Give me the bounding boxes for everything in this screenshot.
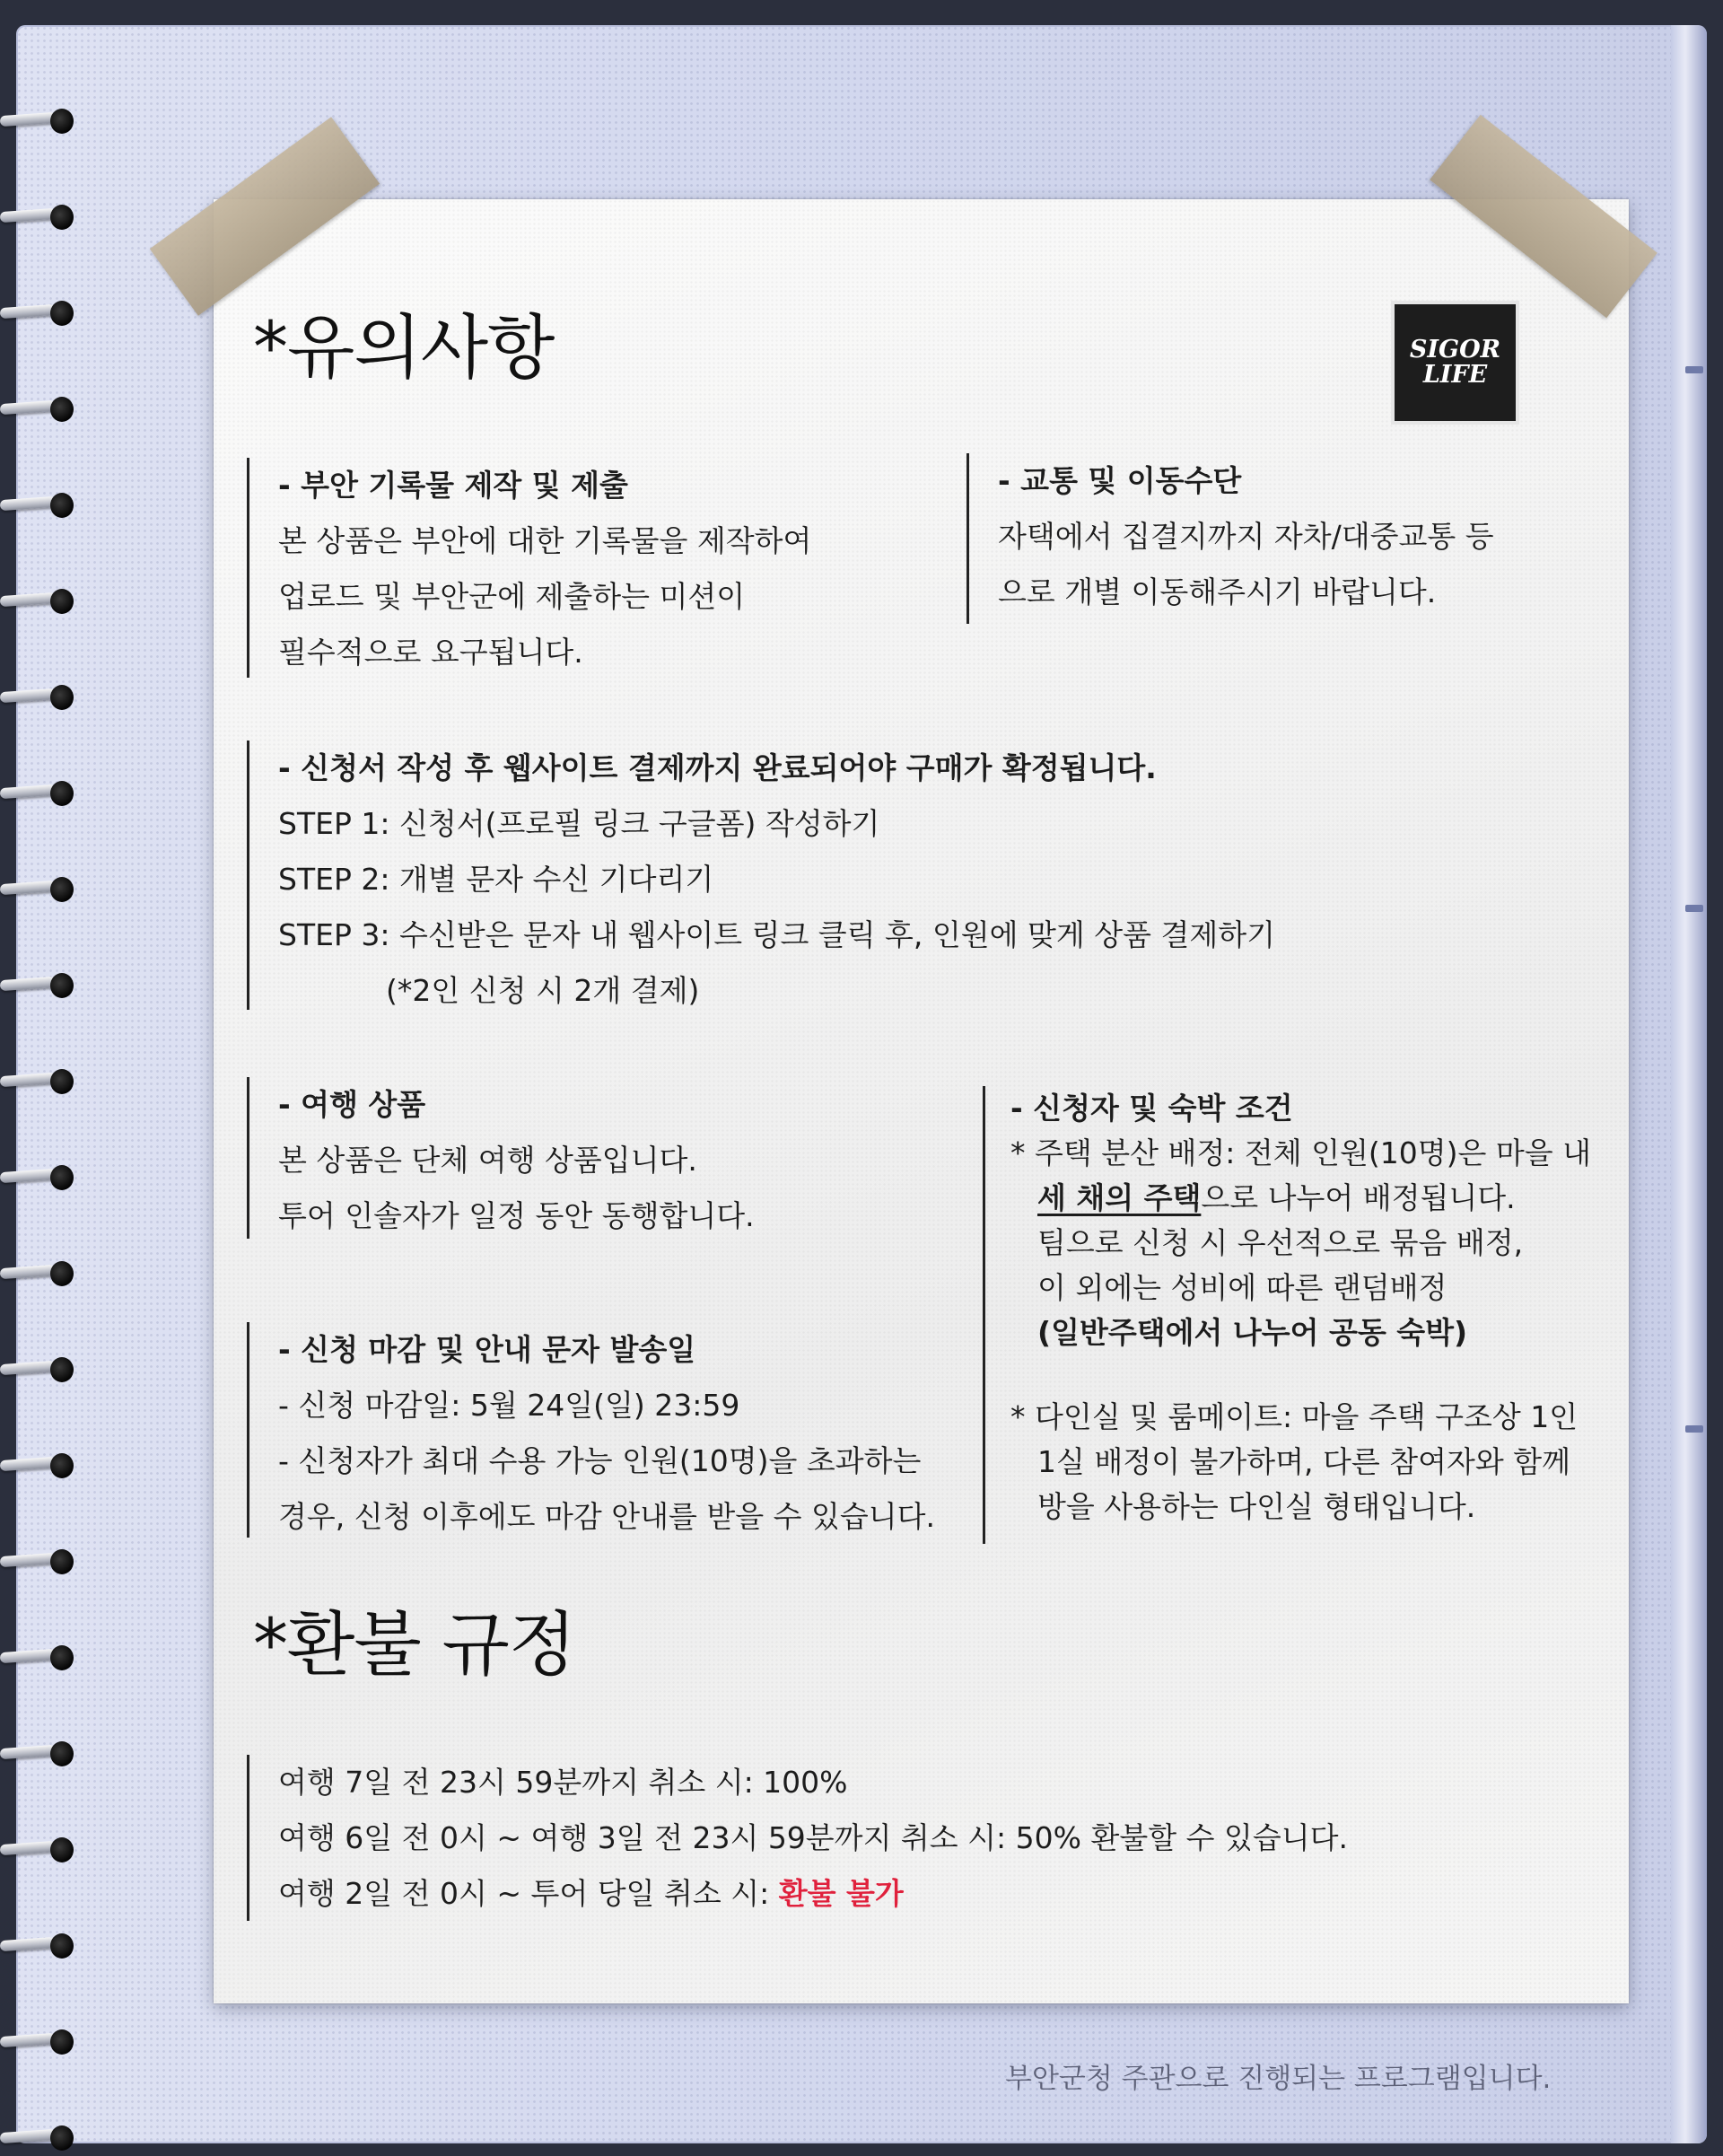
- ring-wire: [0, 1457, 56, 1471]
- ring-hole: [50, 1357, 74, 1382]
- ring-wire: [0, 400, 56, 415]
- notebook-page-edge: [1671, 25, 1707, 2143]
- deadline-line: 경우, 신청 이후에도 마감 안내를 받을 수 있습니다.: [278, 1499, 935, 1534]
- ring-wire: [0, 1649, 56, 1663]
- record-line: 업로드 및 부안군에 제출하는 미션이: [278, 579, 746, 614]
- ring-hole: [50, 1837, 74, 1862]
- ring-hole: [50, 1165, 74, 1190]
- ring-wire: [0, 688, 56, 703]
- spiral-ring: [0, 2120, 83, 2156]
- refund-line3-prefix: 여행 2일 전 0시 ~ 투어 당일 취소 시:: [278, 1876, 779, 1911]
- ring-wire: [0, 1169, 56, 1183]
- ring-hole: [50, 781, 74, 806]
- ring-hole: [50, 109, 74, 134]
- record-section: [247, 458, 811, 678]
- spiral-ring: [0, 679, 83, 715]
- ring-wire: [0, 1553, 56, 1567]
- ring-wire: [0, 592, 56, 607]
- ring-hole: [50, 1453, 74, 1478]
- deadline-line: - 신청자가 최대 수용 가능 인원(10명)을 초과하는: [278, 1443, 922, 1478]
- logo-line2: LIFE: [1422, 361, 1488, 389]
- spiral-ring: [0, 1736, 83, 1772]
- spiral-ring: [0, 872, 83, 907]
- ring-hole: [50, 1645, 74, 1670]
- refund-line: 여행 7일 전 23시 59분까지 취소 시: 100%: [278, 1765, 848, 1800]
- spiral-ring: [0, 1544, 83, 1580]
- product-line: 본 상품은 단체 여행 상품입니다.: [278, 1143, 697, 1178]
- product-title: - 여행 상품: [278, 1087, 426, 1122]
- lodging-title: - 신청자 및 숙박 조건: [1010, 1091, 1293, 1126]
- application-note: (*2인 신청 시 2개 결제): [386, 973, 700, 1008]
- ring-hole: [50, 877, 74, 902]
- page-tab-mark: [1685, 366, 1703, 373]
- ring-hole: [50, 973, 74, 998]
- application-section: [247, 741, 1275, 1010]
- spiral-ring: [0, 1928, 83, 1964]
- ring-hole: [50, 301, 74, 326]
- ring-wire: [0, 1841, 56, 1855]
- ring-hole: [50, 397, 74, 422]
- spiral-ring: [0, 968, 83, 1004]
- ring-wire: [0, 1745, 56, 1759]
- spiral-ring: [0, 487, 83, 523]
- spiral-ring: [0, 199, 83, 235]
- lodging-item2-line2: 1실 배정이 불가하며, 다른 참여자와 함께: [1037, 1444, 1570, 1479]
- spiral-ring: [0, 2024, 83, 2060]
- ring-wire: [0, 881, 56, 895]
- spiral-ring: [0, 1256, 83, 1292]
- ring-wire: [0, 2129, 56, 2143]
- application-step: STEP 3: 수신받은 문자 내 웹사이트 링크 클릭 후, 인원에 맞게 상품 결제하기: [278, 917, 1276, 952]
- ring-hole: [50, 493, 74, 518]
- lodging-item2-line3: 방을 사용하는 다인실 형태입니다.: [1037, 1489, 1476, 1524]
- lodging-item1-rest: 으로 나누어 배정됩니다.: [1201, 1180, 1516, 1215]
- ring-wire: [0, 784, 56, 799]
- sigor-life-logo: [1391, 301, 1519, 425]
- ring-hole: [50, 2125, 74, 2151]
- spiral-ring: [0, 295, 83, 331]
- ring-wire: [0, 496, 56, 511]
- page-tab-mark: [1685, 905, 1703, 912]
- ring-wire: [0, 1265, 56, 1279]
- ring-hole: [50, 1741, 74, 1766]
- record-line: 본 상품은 부안에 대한 기록물을 제작하여: [278, 523, 812, 558]
- ring-hole: [50, 205, 74, 230]
- record-line: 필수적으로 요구됩니다.: [278, 635, 583, 670]
- ring-hole: [50, 1933, 74, 1959]
- lodging-section: [983, 1086, 1591, 1544]
- lodging-item1-line4: 이 외에는 성비에 따른 랜덤배정: [1037, 1270, 1447, 1305]
- product-line: 투어 인솔자가 일정 동안 동행합니다.: [278, 1198, 755, 1233]
- ring-hole: [50, 685, 74, 710]
- spiral-ring: [0, 1640, 83, 1676]
- refund-line: [278, 1866, 1348, 1922]
- refund-section: [247, 1755, 1348, 1921]
- product-section: [247, 1077, 755, 1239]
- transport-line: 자택에서 집결지까지 자차/대중교통 등: [998, 519, 1494, 554]
- spiral-ring: [0, 1448, 83, 1484]
- ring-wire: [0, 977, 56, 991]
- spiral-ring: [0, 1832, 83, 1868]
- refund-heading: *환불 규정: [253, 1605, 576, 1686]
- transport-section: [966, 453, 1494, 624]
- spiral-ring: [0, 776, 83, 811]
- logo-line1: SIGOR: [1409, 336, 1501, 364]
- footer-note: 부안군청 주관으로 진행되는 프로그램입니다.: [1005, 2063, 1552, 2095]
- ring-hole: [50, 2029, 74, 2055]
- ring-hole: [50, 1069, 74, 1094]
- ring-wire: [0, 208, 56, 223]
- transport-line: 으로 개별 이동해주시기 바랍니다.: [998, 574, 1437, 609]
- lodging-item1-line3: 팀으로 신청 시 우선적으로 묶음 배정,: [1037, 1225, 1524, 1260]
- record-title: - 부안 기록물 제작 및 제출: [278, 468, 628, 503]
- deadline-title: - 신청 마감 및 안내 문자 발송일: [278, 1332, 696, 1367]
- transport-title: - 교통 및 이동수단: [998, 463, 1242, 498]
- application-title: - 신청서 작성 후 웹사이트 결제까지 완료되어야 구매가 확정됩니다.: [278, 750, 1157, 785]
- lodging-emphasis: 세 채의 주택: [1037, 1180, 1202, 1215]
- spiral-ring: [0, 583, 83, 619]
- spiral-ring: [0, 1160, 83, 1196]
- spiral-ring: [0, 1064, 83, 1100]
- refund-line: 여행 6일 전 0시 ~ 여행 3일 전 23시 59분까지 취소 시: 50% 환불할 수 있습니다.: [278, 1820, 1348, 1855]
- lodging-item1-line5: (일반주택에서 나누어 공동 숙박): [1037, 1315, 1468, 1350]
- ring-wire: [0, 112, 56, 127]
- ring-hole: [50, 589, 74, 614]
- refund-not-allowed: 환불 불가: [778, 1876, 904, 1911]
- spiral-ring: [0, 103, 83, 139]
- deadline-section: [247, 1322, 935, 1538]
- application-step: STEP 1: 신청서(프로필 링크 구글폼) 작성하기: [278, 806, 880, 841]
- page-tab-mark: [1685, 1425, 1703, 1433]
- lodging-spacer: [1010, 1355, 1591, 1395]
- ring-hole: [50, 1261, 74, 1286]
- lodging-item2: * 다인실 및 룸메이트: 마을 주택 구조상 1인: [1010, 1399, 1579, 1434]
- deadline-line: - 신청 마감일: 5월 24일(일) 23:59: [278, 1388, 740, 1423]
- ring-wire: [0, 1073, 56, 1087]
- application-step: STEP 2: 개별 문자 수신 기다리기: [278, 862, 714, 897]
- spiral-ring: [0, 1352, 83, 1388]
- lodging-item1: * 주택 분산 배정: 전체 인원(10명)은 마을 내: [1010, 1135, 1591, 1170]
- ring-wire: [0, 1361, 56, 1375]
- ring-hole: [50, 1549, 74, 1574]
- ring-wire: [0, 2033, 56, 2047]
- ring-wire: [0, 1937, 56, 1951]
- spiral-ring: [0, 391, 83, 427]
- ring-wire: [0, 304, 56, 319]
- notice-heading: *유의사항: [253, 308, 555, 389]
- lodging-item1-line2: [1010, 1176, 1591, 1221]
